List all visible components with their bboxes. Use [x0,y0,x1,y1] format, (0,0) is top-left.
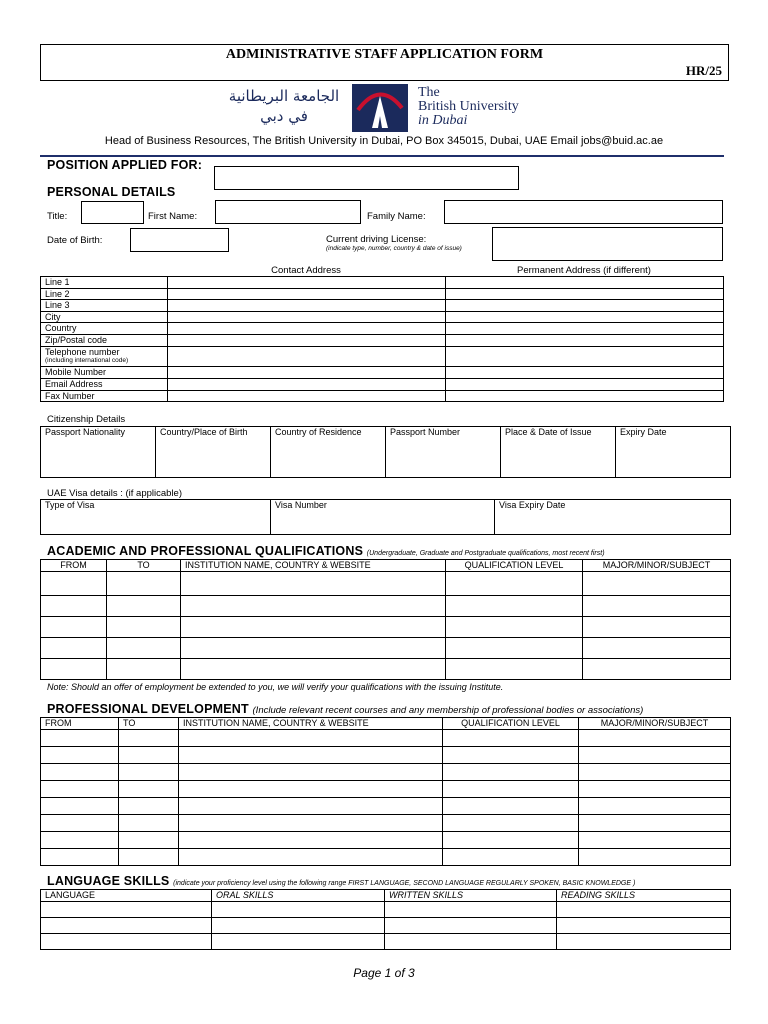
license-note: (indicate type, number, country & date of issue) [326,245,462,252]
table-row [41,596,731,617]
visa-expiry-cell[interactable] [495,500,731,535]
table-cell[interactable] [446,617,583,638]
passport-nationality-label: Passport Nationality [45,427,126,437]
table-header-row [41,718,731,730]
row-label-fax: Fax Number [41,391,168,402]
passport-number-label: Passport Number [390,427,461,437]
form-header [40,44,729,81]
logo-line-1: The [418,85,440,100]
table-cell[interactable] [443,815,579,832]
table-cell[interactable] [119,781,179,798]
professional-note: (Include relevant recent courses and any membership of professional bodies or associations) [252,705,644,716]
table-cell[interactable] [446,572,583,596]
license-input[interactable] [492,227,723,261]
table-cell[interactable] [443,781,579,798]
table-cell[interactable] [179,747,443,764]
col-from: FROM [41,718,119,730]
permanent-address-header: Permanent Address (if different) [517,265,651,276]
issue-label: Place & Date of Issue [505,427,592,437]
table-row [41,902,731,918]
table-row [41,427,731,478]
address-line: Head of Business Resources, The British University in Dubai, PO Box 345015, Dubai, UAE Email jobs@buid.ac.ae [104,135,664,147]
contact-cell[interactable] [168,391,446,402]
contact-address-header: Contact Address [271,265,341,276]
row-label-country: Country [41,323,168,335]
first-name-input[interactable] [215,200,361,224]
contact-cell[interactable] [168,300,446,312]
table-cell[interactable] [119,832,179,849]
dob-input[interactable] [130,228,229,252]
col-from: FROM [41,560,107,572]
contact-cell[interactable] [168,379,446,391]
permanent-cell[interactable] [446,391,724,402]
telephone-note: (including international code) [45,357,129,364]
table-row [41,638,731,659]
logo-emblem-icon [352,84,408,132]
table-cell[interactable] [443,764,579,781]
permanent-cell[interactable] [446,277,724,289]
language-table [40,889,731,950]
contact-cell[interactable] [168,277,446,289]
table-cell[interactable] [443,798,579,815]
language-heading-text: LANGUAGE SKILLS [47,874,170,888]
table-cell[interactable] [41,659,107,680]
table-cell[interactable] [443,730,579,747]
issue-cell[interactable] [501,427,616,478]
table-cell[interactable] [107,617,181,638]
col-oral: ORAL SKILLS [212,890,385,902]
table-cell[interactable] [179,815,443,832]
expiry-label: Expiry Date [620,427,667,437]
table-cell[interactable] [181,638,446,659]
table-cell[interactable] [119,815,179,832]
table-row [41,335,724,347]
table-cell[interactable] [443,832,579,849]
citizenship-heading: Citizenship Details [47,414,126,425]
table-row [41,934,731,950]
table-row [41,367,724,379]
table-cell[interactable] [41,781,119,798]
position-label: POSITION APPLIED FOR: [47,158,203,172]
col-major: MAJOR/MINOR/SUBJECT [583,560,731,572]
table-cell[interactable] [583,617,731,638]
table-cell[interactable] [107,659,181,680]
row-label-zip: Zip/Postal code [41,335,168,347]
table-cell[interactable] [385,902,557,918]
table-cell[interactable] [41,815,119,832]
table-cell[interactable] [41,934,212,950]
row-label-line1: Line 1 [41,277,168,289]
academic-note: (Undergraduate, Graduate and Postgraduate qualifications, most recent first) [366,550,605,557]
table-row [41,747,731,764]
permanent-cell[interactable] [446,323,724,335]
table-cell[interactable] [579,832,731,849]
language-heading [47,874,635,888]
table-cell[interactable] [212,934,385,950]
professional-heading [47,702,643,716]
table-cell[interactable] [179,832,443,849]
position-input[interactable] [214,166,519,190]
permanent-cell[interactable] [446,347,724,367]
table-cell[interactable] [212,902,385,918]
permanent-cell[interactable] [446,289,724,300]
personal-details-heading: PERSONAL DETAILS [47,185,176,199]
table-cell[interactable] [579,764,731,781]
table-cell[interactable] [119,849,179,866]
table-cell[interactable] [443,849,579,866]
col-language: LANGUAGE [41,890,212,902]
logo-line-3: in Dubai [418,113,468,128]
table-cell[interactable] [579,730,731,747]
table-cell[interactable] [212,918,385,934]
table-cell[interactable] [579,781,731,798]
table-row [41,764,731,781]
table-cell[interactable] [41,638,107,659]
table-row [41,277,724,289]
passport-number-cell[interactable] [386,427,501,478]
col-qualification: QUALIFICATION LEVEL [443,718,579,730]
table-cell[interactable] [41,617,107,638]
professional-heading-text: PROFESSIONAL DEVELOPMENT [47,702,249,716]
table-row [41,730,731,747]
table-cell[interactable] [179,764,443,781]
telephone-label: Telephone number [45,347,120,357]
table-row [41,849,731,866]
table-cell[interactable] [119,798,179,815]
table-cell[interactable] [107,596,181,617]
residence-label: Country of Residence [275,427,362,437]
academic-heading [47,544,605,558]
expiry-cell[interactable] [616,427,731,478]
logo-line-2: British University [418,99,519,114]
table-cell[interactable] [583,596,731,617]
table-cell[interactable] [119,730,179,747]
professional-table [40,717,731,866]
table-cell[interactable] [181,572,446,596]
logo-english-text [418,86,519,128]
table-row [41,289,724,300]
header-rule [40,155,724,157]
permanent-cell[interactable] [446,335,724,347]
visa-type-label: Type of Visa [45,500,95,510]
table-cell[interactable] [179,798,443,815]
family-name-label: Family Name: [367,211,426,222]
table-cell[interactable] [179,849,443,866]
table-cell[interactable] [41,849,119,866]
visa-number-label: Visa Number [275,500,327,510]
title-input[interactable] [81,201,144,224]
visa-type-cell[interactable] [41,500,271,535]
contact-cell[interactable] [168,335,446,347]
table-cell[interactable] [443,747,579,764]
table-cell[interactable] [107,638,181,659]
table-cell[interactable] [583,572,731,596]
license-label-text: Current driving License: [326,234,427,245]
table-row [41,323,724,335]
table-cell[interactable] [119,747,179,764]
passport-nationality-cell[interactable] [41,427,156,478]
col-major: MAJOR/MINOR/SUBJECT [579,718,731,730]
table-cell[interactable] [557,902,731,918]
table-cell[interactable] [579,747,731,764]
table-cell[interactable] [41,832,119,849]
row-label-telephone [41,347,168,367]
table-cell[interactable] [107,572,181,596]
table-cell[interactable] [583,638,731,659]
table-header-row [41,560,731,572]
residence-cell[interactable] [271,427,386,478]
permanent-cell[interactable] [446,300,724,312]
contact-cell[interactable] [168,347,446,367]
col-to: TO [107,560,181,572]
table-cell[interactable] [385,934,557,950]
birth-place-label: Country/Place of Birth [160,427,248,437]
table-cell[interactable] [446,638,583,659]
table-row [41,500,731,535]
table-row [41,572,731,596]
table-cell[interactable] [41,730,119,747]
row-label-line2: Line 2 [41,289,168,300]
page-number: Page 1 of 3 [353,966,415,980]
table-cell[interactable] [579,798,731,815]
visa-expiry-label: Visa Expiry Date [499,500,566,510]
visa-heading: UAE Visa details : (if applicable) [47,488,182,499]
table-row [41,300,724,312]
table-cell[interactable] [41,572,107,596]
col-qualification: QUALIFICATION LEVEL [446,560,583,572]
table-row [41,659,731,680]
citizenship-table [40,426,731,478]
table-row [41,798,731,815]
table-row [41,391,724,402]
address-table [40,276,724,402]
table-cell[interactable] [181,596,446,617]
permanent-cell[interactable] [446,367,724,379]
visa-number-cell[interactable] [271,500,495,535]
table-row [41,918,731,934]
contact-cell[interactable] [168,312,446,323]
table-row [41,347,724,367]
license-label [326,234,462,252]
family-name-input[interactable] [444,200,723,224]
table-cell[interactable] [41,902,212,918]
university-logo [222,84,542,132]
row-label-line3: Line 3 [41,300,168,312]
title-label: Title: [47,211,68,222]
table-cell[interactable] [557,918,731,934]
contact-cell[interactable] [168,289,446,300]
table-cell[interactable] [41,764,119,781]
language-note: (indicate your proficiency level using the following range FIRST LANGUAGE, SECOND LANGUAGE REGULARLY SPOKEN, BASIC KNOWLEDGE ) [173,880,636,887]
table-cell[interactable] [446,659,583,680]
col-reading: READING SKILLS [557,890,731,902]
academic-footnote: Note: Should an offer of employment be extended to you, we will verify your qualifications with the issuing Institute. [47,682,504,692]
table-cell[interactable] [446,596,583,617]
contact-cell[interactable] [168,367,446,379]
table-cell[interactable] [41,798,119,815]
table-cell[interactable] [385,918,557,934]
academic-table [40,559,731,680]
table-cell[interactable] [579,815,731,832]
table-cell[interactable] [41,918,212,934]
table-row [41,832,731,849]
table-cell[interactable] [181,659,446,680]
table-row [41,617,731,638]
logo-arabic-text: الجامعة البريطانية في دبي [228,87,340,125]
col-written: WRITTEN SKILLS [385,890,557,902]
col-institution: INSTITUTION NAME, COUNTRY & WEBSITE [181,560,446,572]
permanent-cell[interactable] [446,312,724,323]
table-row [41,312,724,323]
table-cell[interactable] [583,659,731,680]
form-title: ADMINISTRATIVE STAFF APPLICATION FORM [225,47,544,62]
row-label-email: Email Address [41,379,168,391]
col-institution: INSTITUTION NAME, COUNTRY & WEBSITE [179,718,443,730]
form-code: HR/25 [685,63,722,78]
academic-heading-text: ACADEMIC AND PROFESSIONAL QUALIFICATIONS [47,544,364,558]
table-cell[interactable] [179,730,443,747]
table-cell[interactable] [119,764,179,781]
table-header-row [41,890,731,902]
row-label-city: City [41,312,168,323]
table-cell[interactable] [579,849,731,866]
first-name-label: First Name: [148,211,198,222]
table-cell[interactable] [557,934,731,950]
table-row [41,379,724,391]
col-to: TO [119,718,179,730]
table-cell[interactable] [181,617,446,638]
table-row [41,815,731,832]
visa-table [40,499,731,535]
row-label-mobile: Mobile Number [41,367,168,379]
table-cell[interactable] [179,781,443,798]
permanent-cell[interactable] [446,379,724,391]
table-row [41,781,731,798]
table-cell[interactable] [41,596,107,617]
contact-cell[interactable] [168,323,446,335]
birth-place-cell[interactable] [156,427,271,478]
dob-label: Date of Birth: [47,235,103,246]
table-cell[interactable] [41,747,119,764]
